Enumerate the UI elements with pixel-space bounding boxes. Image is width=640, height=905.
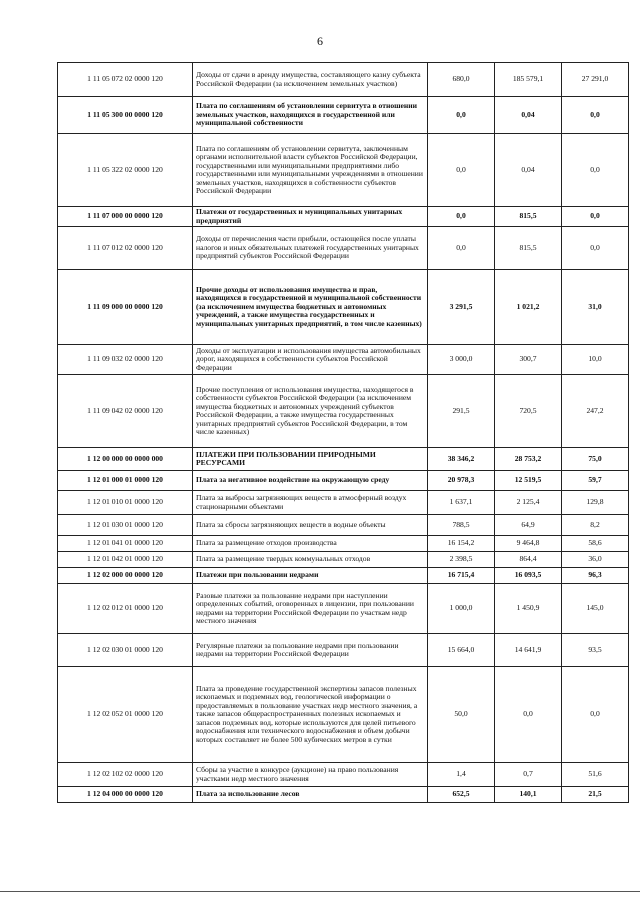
value-plan-cell: 1,4: [428, 763, 495, 787]
revenue-name-cell: Плата за размещение отходов производства: [193, 536, 428, 552]
table-row: [58, 471, 629, 491]
value-percent-cell: 51,6: [562, 763, 629, 787]
value-actual-cell: 14 641,9: [495, 634, 562, 667]
value-actual-cell: 1 450,9: [495, 584, 562, 634]
revenue-name-cell: Платежи при пользовании недрами: [193, 568, 428, 584]
value-plan-cell: 16 715,4: [428, 568, 495, 584]
value-plan-cell: 20 978,3: [428, 471, 495, 491]
bottom-scan-line: [0, 891, 640, 892]
revenue-name-cell: Плата по соглашениям об установлении сервитута, заключенным органами исполнительной власти субъектов Российской Федерации, государственными или муниципальными предприятиями либо государственными или муниципальными учреждениями в отношении земельных участков, находящихся в собственности субъектов Российской Федерации: [193, 134, 428, 207]
table-row: [58, 63, 629, 97]
value-percent-cell: 145,0: [562, 584, 629, 634]
value-percent-cell: 27 291,0: [562, 63, 629, 97]
budget-code-cell: 1 12 02 030 01 0000 120: [58, 634, 193, 667]
budget-code-cell: 1 12 01 010 01 0000 120: [58, 491, 193, 515]
table-row: [58, 227, 629, 270]
value-plan-cell: 788,5: [428, 515, 495, 536]
budget-code-cell: 1 11 09 000 00 0000 120: [58, 270, 193, 345]
revenue-name-cell: Разовые платежи за пользование недрами при наступлении определенных событий, оговоренных в лицензии, при пользовании недрами на территории Российской Федерации по участкам недр местного значения: [193, 584, 428, 634]
revenue-name-cell: Регулярные платежи за пользование недрами при пользовании недрами на территории Российской Федерации: [193, 634, 428, 667]
table-row: [58, 491, 629, 515]
table-row: [58, 536, 629, 552]
value-percent-cell: 0,0: [562, 134, 629, 207]
value-actual-cell: 300,7: [495, 345, 562, 375]
value-actual-cell: 815,5: [495, 227, 562, 270]
value-actual-cell: 16 093,5: [495, 568, 562, 584]
value-percent-cell: 75,0: [562, 448, 629, 471]
revenue-name-cell: Доходы от эксплуатации и использования имущества автомобильных дорог, находящихся в собственности субъектов Российской Федерации: [193, 345, 428, 375]
budget-code-cell: 1 11 09 032 02 0000 120: [58, 345, 193, 375]
table-row: [58, 552, 629, 568]
value-plan-cell: 3 000,0: [428, 345, 495, 375]
value-actual-cell: 815,5: [495, 207, 562, 227]
value-percent-cell: 0,0: [562, 227, 629, 270]
value-plan-cell: 50,0: [428, 667, 495, 763]
table-row: [58, 448, 629, 471]
value-plan-cell: 38 346,2: [428, 448, 495, 471]
value-plan-cell: 1 637,1: [428, 491, 495, 515]
revenue-name-cell: Плата за использование лесов: [193, 787, 428, 803]
revenue-name-cell: Плата за сбросы загрязняющих веществ в водные объекты: [193, 515, 428, 536]
revenue-name-cell: Плата за проведение государственной экспертизы запасов полезных ископаемых и подземных вод, геологической информации о предоставляемых в пользование участках недр местного значения, а также запасов общераспространенных полезных ископаемых и запасов подземных вод, которые используются для целей питьевого водоснабжения или технического водоснабжения и объем добычи которых составляет не более 500 кубических метров в сутки: [193, 667, 428, 763]
value-percent-cell: 31,0: [562, 270, 629, 345]
revenue-name-cell: Плата по соглашениям об установлении сервитута в отношении земельных участков, находящихся в государственной или муниципальной собственности: [193, 97, 428, 134]
table-row: [58, 134, 629, 207]
value-percent-cell: 10,0: [562, 345, 629, 375]
revenue-name-cell: Прочие доходы от использования имущества и прав, находящихся в государственной и муниципальной собственности (за исключением имущества бюджетных и автономных учреждений, а также имущества государственных и муниципальных унитарных предприятий, в том числе казенных): [193, 270, 428, 345]
revenue-name-cell: Плата за негативное воздействие на окружающую среду: [193, 471, 428, 491]
table-row: [58, 634, 629, 667]
value-percent-cell: 36,0: [562, 552, 629, 568]
value-actual-cell: 140,1: [495, 787, 562, 803]
value-actual-cell: 1 021,2: [495, 270, 562, 345]
budget-code-cell: 1 11 05 322 02 0000 120: [58, 134, 193, 207]
value-plan-cell: 0,0: [428, 227, 495, 270]
revenue-name-cell: Доходы от перечисления части прибыли, остающейся после уплаты налогов и иных обязательных платежей государственных унитарных предприятий субъектов Российской Федерации: [193, 227, 428, 270]
value-plan-cell: 2 398,5: [428, 552, 495, 568]
budget-code-cell: 1 12 01 000 01 0000 120: [58, 471, 193, 491]
budget-code-cell: 1 12 02 052 01 0000 120: [58, 667, 193, 763]
value-percent-cell: 129,8: [562, 491, 629, 515]
value-actual-cell: 64,9: [495, 515, 562, 536]
value-plan-cell: 0,0: [428, 134, 495, 207]
budget-code-cell: 1 11 09 042 02 0000 120: [58, 375, 193, 448]
value-percent-cell: 96,3: [562, 568, 629, 584]
budget-code-cell: 1 11 05 300 00 0000 120: [58, 97, 193, 134]
value-percent-cell: 0,0: [562, 97, 629, 134]
budget-code-cell: 1 12 04 000 00 0000 120: [58, 787, 193, 803]
value-actual-cell: 185 579,1: [495, 63, 562, 97]
revenue-name-cell: Сборы за участие в конкурсе (аукционе) на право пользования участками недр местного значения: [193, 763, 428, 787]
value-percent-cell: 58,6: [562, 536, 629, 552]
value-actual-cell: 0,04: [495, 97, 562, 134]
value-percent-cell: 93,5: [562, 634, 629, 667]
value-actual-cell: 0,0: [495, 667, 562, 763]
budget-code-cell: 1 11 07 012 02 0000 120: [58, 227, 193, 270]
budget-code-cell: 1 12 00 000 00 0000 000: [58, 448, 193, 471]
page-number: 6: [317, 34, 323, 48]
value-percent-cell: 0,0: [562, 667, 629, 763]
table-row: [58, 787, 629, 803]
value-plan-cell: 652,5: [428, 787, 495, 803]
table-row: [58, 763, 629, 787]
budget-code-cell: 1 11 05 072 02 0000 120: [58, 63, 193, 97]
revenue-name-cell: Плата за размещение твердых коммунальных отходов: [193, 552, 428, 568]
table-row: [58, 207, 629, 227]
value-actual-cell: 720,5: [495, 375, 562, 448]
value-actual-cell: 864,4: [495, 552, 562, 568]
value-actual-cell: 12 519,5: [495, 471, 562, 491]
value-plan-cell: 1 000,0: [428, 584, 495, 634]
revenue-table: [57, 62, 629, 803]
value-actual-cell: 28 753,2: [495, 448, 562, 471]
value-plan-cell: 3 291,5: [428, 270, 495, 345]
value-actual-cell: 2 125,4: [495, 491, 562, 515]
value-actual-cell: 0,04: [495, 134, 562, 207]
value-plan-cell: 0,0: [428, 97, 495, 134]
table-row: [58, 568, 629, 584]
value-plan-cell: 0,0: [428, 207, 495, 227]
revenue-name-cell: Плата за выбросы загрязняющих веществ в атмосферный воздух стационарными объектами: [193, 491, 428, 515]
table-row: [58, 345, 629, 375]
budget-code-cell: 1 12 02 000 00 0000 120: [58, 568, 193, 584]
revenue-name-cell: Доходы от сдачи в аренду имущества, составляющего казну субъекта Российской Федерации (за исключением земельных участков): [193, 63, 428, 97]
budget-code-cell: 1 11 07 000 00 0000 120: [58, 207, 193, 227]
table-row: [58, 584, 629, 634]
value-actual-cell: 9 464,8: [495, 536, 562, 552]
table-row: [58, 97, 629, 134]
revenue-name-cell: Платежи от государственных и муниципальных унитарных предприятий: [193, 207, 428, 227]
table-row: [58, 270, 629, 345]
table-row: [58, 515, 629, 536]
value-percent-cell: 21,5: [562, 787, 629, 803]
table-row: [58, 667, 629, 763]
budget-code-cell: 1 12 01 041 01 0000 120: [58, 536, 193, 552]
value-percent-cell: 0,0: [562, 207, 629, 227]
value-plan-cell: 16 154,2: [428, 536, 495, 552]
table-row: [58, 375, 629, 448]
revenue-table-body: [58, 63, 629, 803]
value-percent-cell: 8,2: [562, 515, 629, 536]
budget-code-cell: 1 12 02 012 01 0000 120: [58, 584, 193, 634]
budget-code-cell: 1 12 01 030 01 0000 120: [58, 515, 193, 536]
value-actual-cell: 0,7: [495, 763, 562, 787]
value-plan-cell: 15 664,0: [428, 634, 495, 667]
revenue-name-cell: ПЛАТЕЖИ ПРИ ПОЛЬЗОВАНИИ ПРИРОДНЫМИ РЕСУРСАМИ: [193, 448, 428, 471]
revenue-name-cell: Прочие поступления от использования имущества, находящегося в собственности субъектов Российской Федерации (за исключением имущества бюджетных и автономных учреждений субъектов Российской Федерации, а также имущества государственных унитарных предприятий субъектов Российской Федерации, в том числе казенных): [193, 375, 428, 448]
value-percent-cell: 59,7: [562, 471, 629, 491]
budget-code-cell: 1 12 02 102 02 0000 120: [58, 763, 193, 787]
value-plan-cell: 291,5: [428, 375, 495, 448]
value-percent-cell: 247,2: [562, 375, 629, 448]
value-plan-cell: 680,0: [428, 63, 495, 97]
budget-code-cell: 1 12 01 042 01 0000 120: [58, 552, 193, 568]
